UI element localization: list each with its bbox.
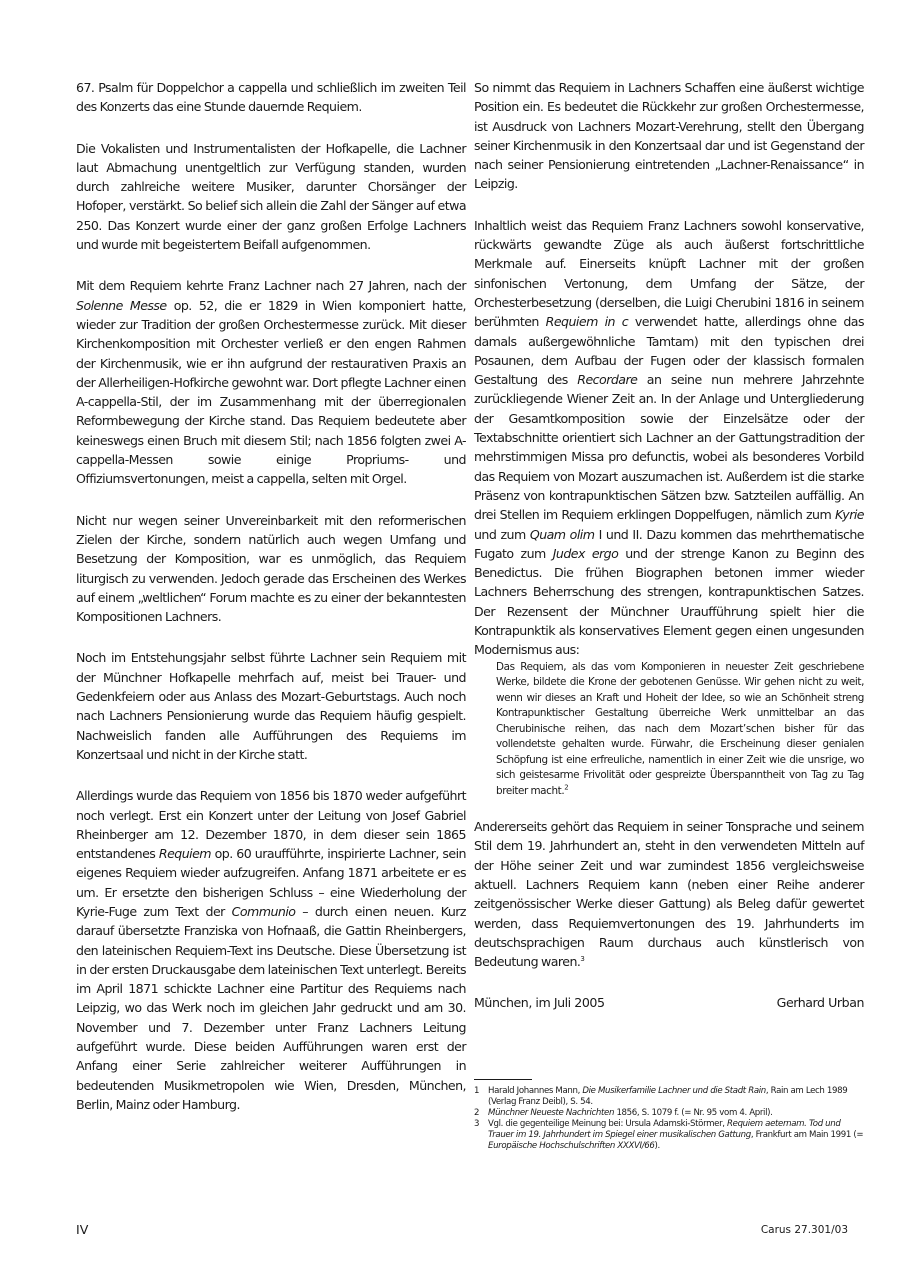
text-run: Das Requiem, als das vom Komponieren in neuester Zeit geschriebene Werke, bildete die Krone der gebotenen Genüsse. Wir gehen nicht zu weit, wenn wir dieses an Kraft und Hoheit der Idee, so wie an Schönheit streng Kontrapunktischer Gestaltung überreiche Werk unmittelbar an das Cherubinische reihen, das nach dem Mozart’schen bisher für das vollendetste gehalten wurde. Fürwahr, die Erscheinung dieser genialen Schöpfung ist eine erfreuliche, namentlich in einer Zeit wie die unsrige, wo sich geistesarme Frivolität oder gespreizte Überspanntheit von Tag zu Tag breiter macht. [496,660,864,797]
footnote [474,1086,864,1108]
left-column [76,78,466,1114]
text-run: Mit dem Requiem kehrte Franz Lachner nach 27 Jahren, nach der [76,278,466,294]
text-run: Inhaltlich weist das Requiem Franz Lachners sowohl konservative, rückwärts gewandte Züge als auch äußerst fortschrittliche Merkmale auf. Einerseits knüpft Lachner mit der großen sinfonischen Vertonung, dem Umfang der Sätze, der Orchesterbesetzung (derselben, die Luigi Cherubini 1816 in seinem berühmten [474,217,864,330]
footnote-text [488,1108,864,1119]
text-run: So nimmt das Requiem in Lachners Schaffen eine äußerst wichtige Position ein. Es bedeutet die Rückkehr zur großen Orchestermesse, ist Ausdruck von Lachners Mozart-Verehrung, stellt den Übergang seiner Kirchenmusik in den Konzertsaal dar und ist Gegenstand der nach seiner Pensionierung eintretenden „Lachner-Renaissance“ in Leipzig. [474,80,864,192]
footnote [474,1108,864,1119]
italic-text: Die Musikerfamilie Lachner und die Stadt Rain [582,1085,766,1096]
text-run: und der strenge Kanon zu Beginn des Benedictus. Die frühen Biographen betonen immer wieder Lachners Beherrschung des strengen, kontrapunktischen Satzes. Der Rezensent der Münchner Uraufführung spielt hier die Kontrapunktik als konservatives Element gegen einen ungesunden Modernismus aus: [474,545,864,658]
paragraph [76,786,466,1114]
text-run: op. 52, die er 1829 in Wien komponiert hatte, wieder zur Tradition der großen Orchestermesse zurück. Mit dieser Kirchenkomposition mit Orchester verließ er den engen Rahmen der Kirchenmusik, wie er ihn aufgrund der restaurativen Praxis an der Allerheiligen-Hofkirche gewohnt war. Dort pflegte Lachner einen A-cappella-Stil, der im Zusammenhang mit der überregionalen Reformbewegung der Kirche stand. Das Requiem bedeutete aber keineswegs einen Bruch mit diesem Stil; nach 1856 folgten zwei A-cappella-Messen sowie einige Propriums- und Offiziumsvertonungen, meist a cappella, selten mit Orgel. [76,297,466,487]
right-column [474,78,864,1152]
italic-text: Europäische Hochschulschriften XXXVI/66 [488,1140,655,1151]
paragraph [76,139,466,255]
italic-text: Quam olim [529,526,595,542]
italic-text: Münchner Neueste Nachrichten [488,1107,615,1118]
text-run: 67. Psalm für Doppelchor a cappella und schließlich im zweiten Teil des Konzerts das eine Stunde dauernde Requiem. [76,80,466,115]
footnote-number: 3 [474,1118,480,1129]
footnotes [474,1086,864,1152]
text-run: Andererseits gehört das Requiem in seiner Tonsprache und seinem Stil dem 19. Jahrhundert an, steht in den verwendeten Mitteln auf der Höhe seiner Zeit und war zumindest 1856 vergleichsweise aktuell. Lachners Requiem kann (neben einer Reihe anderer zeitgenössischer Werke dieser Gattung) als Beleg dafür gewertet werden, dass Requiemvertonungen des 19. Jahrhunderts im deutschsprachigen Raum durchaus auch künstlerisch von Bedeutung waren. [474,819,864,970]
paragraph [76,648,466,764]
italic-text: Requiem aeternam. Tod und Trauer im 19. Jahrhundert im Spiegel einer musikalischen Gattung [488,1118,841,1140]
paragraph [76,511,466,627]
text-run: Harald Johannes Mann, [488,1085,583,1096]
text-run: ). [654,1140,660,1151]
text-run: Nicht nur wegen seiner Unvereinbarkeit mit den reformerischen Zielen der Kirche, sondern natürlich auch wegen Umfang und Besetzung der Komposition, war es unmöglich, das Requiem liturgisch zu verwenden. Jedoch gerade das Erscheinen des Werkes auf einem „weltlichen“ Forum machte es zu einer der bekanntesten Kompositionen Lachners. [76,512,466,625]
text-run: I und II. Dazu kommen das mehrthematische Fugato zum [474,526,864,561]
paragraph [474,216,864,660]
signature-line [474,993,864,1012]
footnote-number: 2 [474,1107,480,1118]
italic-text: Solenne Messe [76,297,167,313]
italic-text: Recordare [577,372,638,388]
footnote-ref: 2 [564,783,569,792]
footnote [474,1119,864,1152]
right-paragraphs-before-quote [474,78,864,660]
italic-text: Requiem [158,846,212,862]
paragraph [76,276,466,488]
author-name: Gerhard Urban [776,995,864,1011]
catalog-number: Carus 27.301/03 [760,1224,848,1236]
right-paragraphs-after-quote [474,817,864,971]
text-run: 1856, S. 1079 f. (= Nr. 95 vom 4. April). [614,1107,773,1118]
place-date: München, im Juli 2005 [474,995,605,1011]
text-run: verwendet hatte, allerdings ohne das damals außergewöhnliche Tamtam) mit den typischen drei Posaunen, dem Aufbau der Fugen oder der klassisch formalen Gestaltung des [474,314,864,388]
footnote-text [488,1086,864,1108]
text-run: , Frankfurt am Main 1991 (= [750,1129,864,1140]
text-run: – durch einen neuen. Kurz darauf übersetzte Franziska von Hofnaaß, die Gattin Rheinbergers, den lateinischen Requiem-Text ins Deutsche. Diese Übersetzung ist in der ersten Druckausgabe dem lateinischen Text unterlegt. Bereits im April 1871 schickte Lachner eine Partitur des Requiems nach Leipzig, wo das Werk noch im gleichen Jahr gedruckt und am 30. November und 7. Dezember unter Franz Lachners Leitung aufgeführt wurde. Diese beiden Aufführungen waren erst der Anfang einer Serie zahlreicher weiterer Aufführungen in bedeutenden Musikmetropolen wie Wien, Dresden, München, Berlin, Mainz oder Hamburg. [76,903,466,1112]
footnote-divider [474,1079,532,1080]
text-run: Allerdings wurde das Requiem von 1856 bis 1870 weder aufgeführt noch verlegt. Erst ein Konzert unter der Leitung von Josef Gabriel Rheinberger am 12. Dezember 1870, in dem dieser sein 1865 entstandenes [76,788,466,862]
italic-text: Requiem in c [545,314,629,330]
italic-text: Communio [231,903,296,919]
paragraph [76,78,466,117]
footnote-number: 1 [474,1085,480,1096]
italic-text: Kyrie [834,507,864,523]
block-quote [496,660,864,800]
footnote-ref: 3 [580,955,585,963]
text-run: Die Vokalisten und Instrumentalisten der Hofkapelle, die Lachner laut Abmachung unentgeltlich zur Verfügung standen, wurden durch zahlreiche weitere Musiker, darunter Chorsänger der Hofoper, verstärkt. So belief sich allein die Zahl der Sänger auf etwa 250. Das Konzert wurde einer der ganz großen Erfolge Lachners und wurde mit begeistertem Beifall aufgenommen. [76,140,466,253]
paragraph [474,817,864,971]
text-run: Noch im Entstehungsjahr selbst führte Lachner sein Requiem mit der Münchner Hofkapelle mehrfach auf, meist bei Trauer- und Gedenkfeiern oder aus Anlass des Mozart-Geburtstags. Auch noch nach Lachners Pensionierung wurde das Requiem häufig gespielt. Nachweislich fanden alle Aufführungen des Requiems im Konzertsaal und nicht in der Kirche statt. [76,650,466,762]
text-run: op. 60 uraufführte, inspirierte Lachner, sein eigenes Requiem wieder aufzugreifen. Anfang 1871 arbeitete er es um. Er ersetzte den bisherigen Schluss – eine Wiederholung der Kyrie-Fuge zum Text der [76,846,466,919]
text-run: , Rain am Lech 1989 (Verlag Franz Deibl), S. 54. [488,1085,848,1107]
italic-text: Judex ergo [552,545,619,561]
text-run: an seine nun mehrere Jahrzehnte zurückliegende Wiener Zeit an. In der Anlage und Untergliederung der Gesamtkomposition sowie der Einzelsätze oder der Textabschnitte orientiert sich Lachner an der Gattungstradition der mehrstimmigen Missa pro defunctis, wobei als besonderes Vorbild das Requiem von Mozart auszumachen ist. Außerdem ist die starke Präsenz von kontrapunktischen Sätzen bzw. Satzteilen auffällig. An drei Stellen im Requiem erklingen Doppelfugen, nämlich zum [474,372,864,523]
paragraph [474,78,864,194]
text-run: und zum [474,526,530,542]
footnote-text [488,1119,864,1152]
text-run: Vgl. die gegenteilige Meinung bei: Ursula Adamski-Störmer, [488,1118,728,1129]
page-number: IV [76,1222,89,1237]
